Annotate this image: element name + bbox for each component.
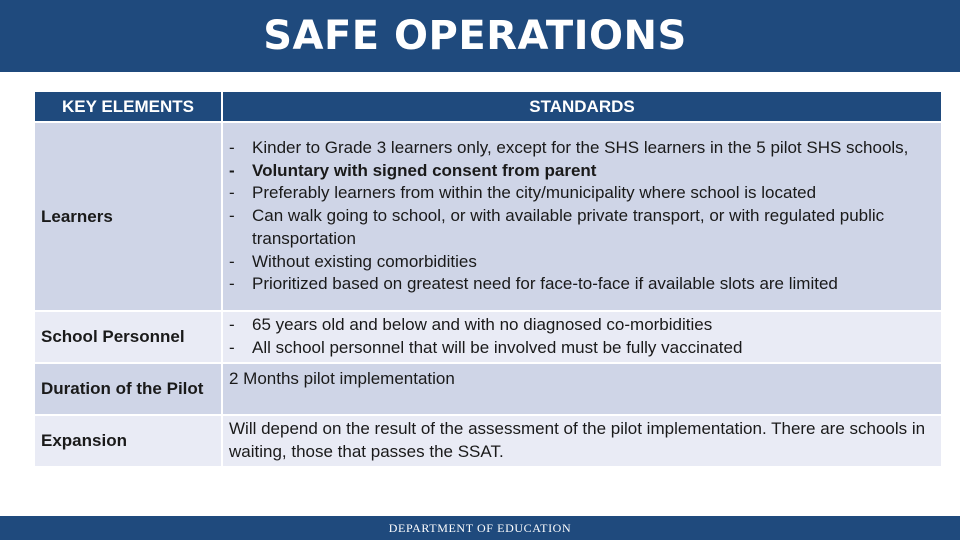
table-row-expansion — [35, 414, 941, 466]
column-header-standards: STANDARDS — [223, 92, 941, 121]
list-item: - Can walk going to school, or with available private transport, or with regulated public transportation — [229, 205, 933, 250]
list-item: - 65 years old and below and with no diagnosed co-morbidities — [229, 314, 933, 337]
table-row-school-personnel — [35, 310, 941, 362]
table-row-learners — [35, 121, 941, 310]
standards-list — [229, 137, 933, 296]
standards-cell: Will depend on the result of the assessment of the pilot implementation. There are schools in waiting, those that passes the SSAT. — [223, 414, 941, 466]
standards-cell: 2 Months pilot implementation — [223, 362, 941, 414]
list-item: - Voluntary with signed consent from parent — [229, 160, 933, 183]
key-element-label: School Personnel — [35, 310, 223, 362]
footer-bar — [0, 516, 960, 540]
list-item: - All school personnel that will be involved must be fully vaccinated — [229, 337, 933, 360]
title-banner — [0, 0, 960, 72]
table-row-duration — [35, 362, 941, 414]
list-item: - Preferably learners from within the city/municipality where school is located — [229, 182, 933, 205]
page-title: SAFE OPERATIONS — [263, 13, 687, 59]
column-header-key-elements: KEY ELEMENTS — [35, 92, 223, 121]
standards-cell — [223, 121, 941, 310]
standards-table — [35, 92, 941, 466]
list-item: - Prioritized based on greatest need for face-to-face if available slots are limited — [229, 273, 933, 296]
key-element-label: Learners — [35, 121, 223, 310]
standards-cell — [223, 310, 941, 362]
table-header-row — [35, 92, 941, 121]
list-item: - Kinder to Grade 3 learners only, except for the SHS learners in the 5 pilot SHS schools, — [229, 137, 933, 160]
footer-label: DEPARTMENT OF EDUCATION — [388, 520, 572, 535]
key-element-label: Duration of the Pilot — [35, 362, 223, 414]
key-element-label: Expansion — [35, 414, 223, 466]
standards-list — [229, 314, 933, 359]
list-item: - Without existing comorbidities — [229, 251, 933, 274]
